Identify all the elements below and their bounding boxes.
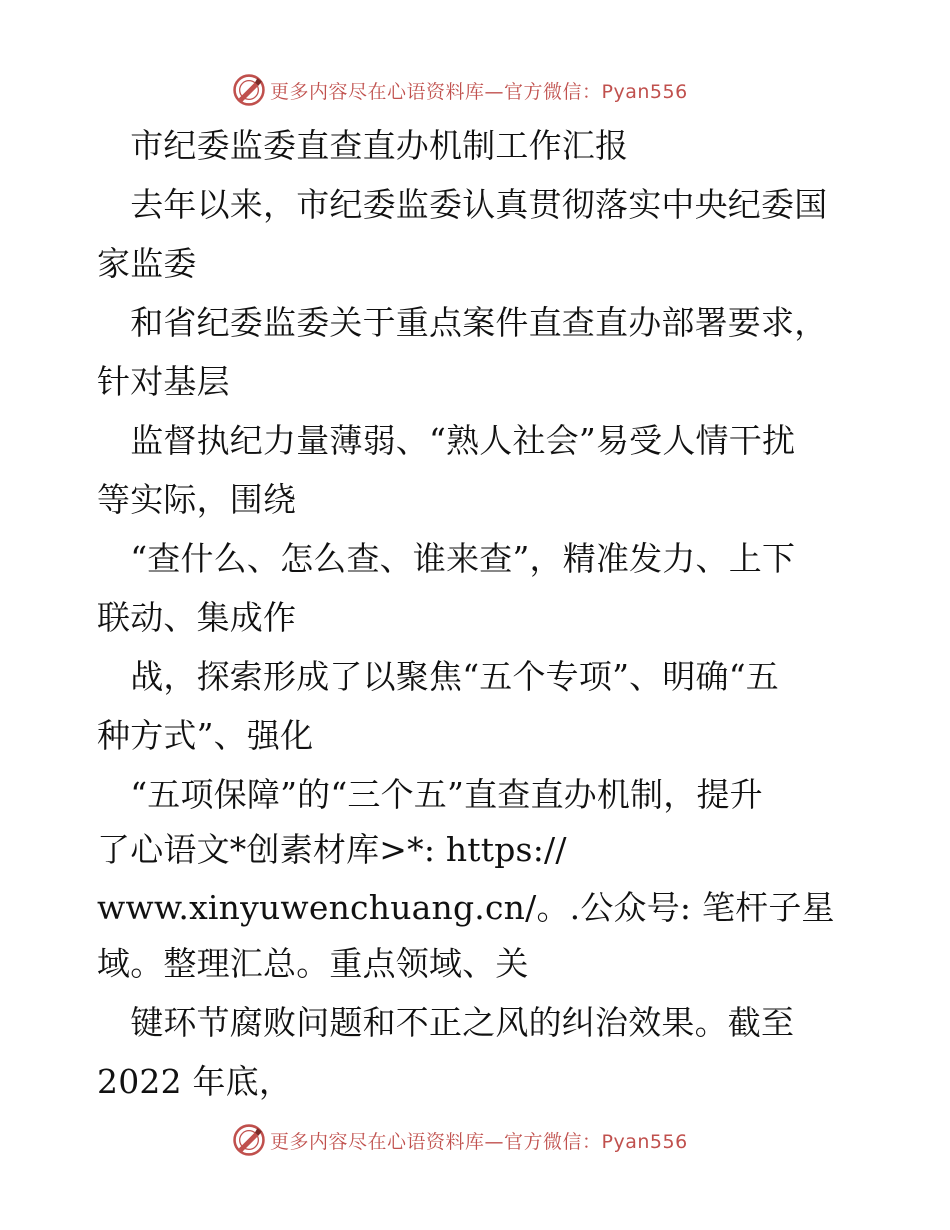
text-line: 市纪委监委直查直办机制工作汇报 <box>97 126 629 165</box>
text-line: 种方式”、强化 <box>97 716 314 755</box>
text-line: 键环节腐败问题和不正之风的纠治效果。截至 <box>97 1003 795 1042</box>
text-line: 家监委 <box>97 244 197 283</box>
watermark-text: 更多内容尽在心语资料库—官方微信：Pyan556 <box>270 1130 688 1153</box>
text-line: 2022 年底， <box>97 1062 293 1101</box>
text-line: “查什么、怎么查、谁来查”，精准发力、上下 <box>97 539 796 578</box>
text-line: 去年以来，市纪委监委认真贯彻落实中央纪委国 <box>97 185 828 224</box>
text-line: “五项保障”的“三个五”直查直办机制，提升 <box>97 775 763 814</box>
footer-watermark-banner <box>232 1121 688 1159</box>
text-line: 监督执纪力量薄弱、“熟人社会”易受人情干扰 <box>97 421 796 460</box>
text-line: 了心语文*创素材库>*: https:// <box>97 830 567 869</box>
text-line: 针对基层 <box>97 362 230 401</box>
pen-logo-icon <box>232 1123 266 1157</box>
text-line: 域。整理汇总。重点领域、关 <box>97 944 529 983</box>
text-line: 和省纪委监委关于重点案件直查直办部署要求， <box>97 303 828 342</box>
text-line: 等实际，围绕 <box>97 480 297 519</box>
text-line: www.xinyuwenchuang.cn/。.公众号: 笔杆子星 <box>97 888 835 927</box>
watermark-text: 更多内容尽在心语资料库—官方微信：Pyan556 <box>270 80 688 103</box>
text-line: 联动、集成作 <box>97 598 297 637</box>
text-line: 战，探索形成了以聚焦“五个专项”、明确“五 <box>97 657 780 696</box>
